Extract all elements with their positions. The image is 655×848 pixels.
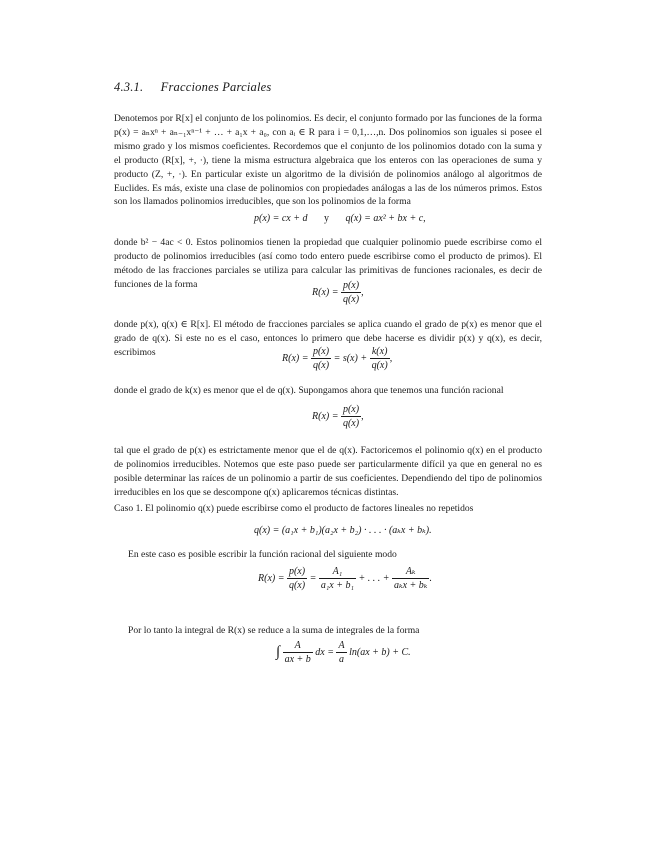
fraction: $\frac{p(x)}{q(x)}$: [342, 280, 360, 305]
paragraph-degree-note: donde el grado de k(x) es menor que el de q(x). Supongamos ahora que tenemos una función racional: [114, 385, 504, 396]
integral-sign: ∫: [276, 644, 281, 660]
fraction: $\frac{p(x)}{q(x)}$: [288, 566, 306, 591]
fraction: $\frac{p(x)}{q(x)}$: [342, 404, 360, 429]
section-title: Fracciones Parciales: [160, 80, 272, 94]
fraction: $\frac{A}{ax + b}$: [284, 640, 311, 665]
equation-rational-function-1: R(x) = $\frac{p(x)}{q(x)}$ ,: [312, 280, 364, 305]
paragraph-factorization: donde b² − 4ac < 0. Estos polinomios tienen la propiedad que cualquier polinomio puede escribirse como el producto de polinomios irreducibles (así como todo entero puede escribirse como el producto de primos). El método de las fracciones parciales se utiliza para calcular las primitivas de funciones racionales, es decir de funciones de la forma: [114, 237, 542, 290]
equation-rational-function-2: R(x) = $\frac{p(x)}{q(x)}$ ,: [312, 404, 364, 429]
case-1-statement: Caso 1. El polinomio q(x) puede escribirse como el producto de factores lineales no repetidos: [114, 503, 474, 514]
paragraph-intro: Denotemos por R[x] el conjunto de los polinomios. Es decir, el conjunto formado por las funciones de la forma p(x) = aₙxⁿ + aₙ₋₁xⁿ⁻¹ + … + a₁x + a₀, con aᵢ ∈ R para i = 0,1,…,n. Dos polinomios son iguales si posee el mismo grado y los mismos coeficientes. Recordemos que el conjunto de los polinomios dotado con la suma y el producto (R[x], +, ·), tiene la misma estructura algebraica que los enteros con las operaciones de suma y producto (Z, +, ·). En particular existe un algoritmo de la división de polinomios análogo al algoritmos de Euclides. Es más, existe una clase de polinomios con propiedades análogas a las de los números primos. Estos son los llamados polinomios irreducibles, que son los polinomios de la forma: [114, 113, 542, 208]
fraction: $\frac{p(x)}{q(x)}$: [312, 346, 330, 371]
equation-irreducible-forms: p(x) = cx + d y q(x) = ax² + bx + c,: [254, 213, 426, 224]
paragraph-integral-reduction: Por lo tanto la integral de R(x) se reduce a la suma de integrales de la forma: [128, 625, 420, 636]
equation-linear-factors: q(x) = (a₁x + b₁)(a₂x + b₂) · . . . · (aₖx + bₖ).: [254, 525, 432, 536]
equation-partial-fractions: R(x) = $\frac{p(x)}{q(x)}$ = $\frac{\text{A₁}}{\text{a₁x + b₁}}$ + . . . + $\frac{\text{Aₖ}}{\text{aₖx + bₖ}}$ .: [258, 566, 432, 591]
fraction: $\frac{k(x)}{q(x)}$: [371, 346, 388, 371]
equation-polynomial-division: R(x) = $\frac{p(x)}{q(x)}$ = s(x) + $\frac{k(x)}{q(x)}$ ,: [282, 346, 393, 371]
paragraph-method-condition: donde p(x), q(x) ∈ R[x]. El método de fracciones parciales se aplica cuando el grado de p(x) es menor que el grado de q(x). Si este no es el caso, entonces lo primero que debe hacerse es dividir p(x) y q(x), es decir, escribimos: [114, 319, 542, 358]
equation-integral: ∫ $\frac{A}{ax + b}$ dx = $\frac{A}{a}$ ln(ax + b) + C.: [276, 640, 411, 665]
fraction: $\frac{\text{Aₖ}}{\text{aₖx + bₖ}}$: [393, 566, 428, 591]
paragraph-rational-expansion: En este caso es posible escribir la función racional del siguiente modo: [128, 549, 397, 560]
fraction: $\frac{A}{a}$: [338, 640, 345, 665]
paragraph-factorize: tal que el grado de p(x) es estrictamente menor que el de q(x). Factoricemos el polinomio q(x) en el producto de polinomios irreducibles. Notemos que este paso puede ser particularmente difícil ya que en general no es posible determinar las raíces de un polinomio a partir de sus coeficientes. Dependiendo del tipo de polinomios irreducibles en los que se descompone q(x) aplicaremos técnicas distintas.: [114, 445, 542, 498]
section-number: 4.3.1.: [114, 80, 144, 94]
fraction: $\frac{\text{A₁}}{\text{a₁x + b₁}}$: [320, 566, 354, 591]
section-heading: [114, 80, 271, 95]
